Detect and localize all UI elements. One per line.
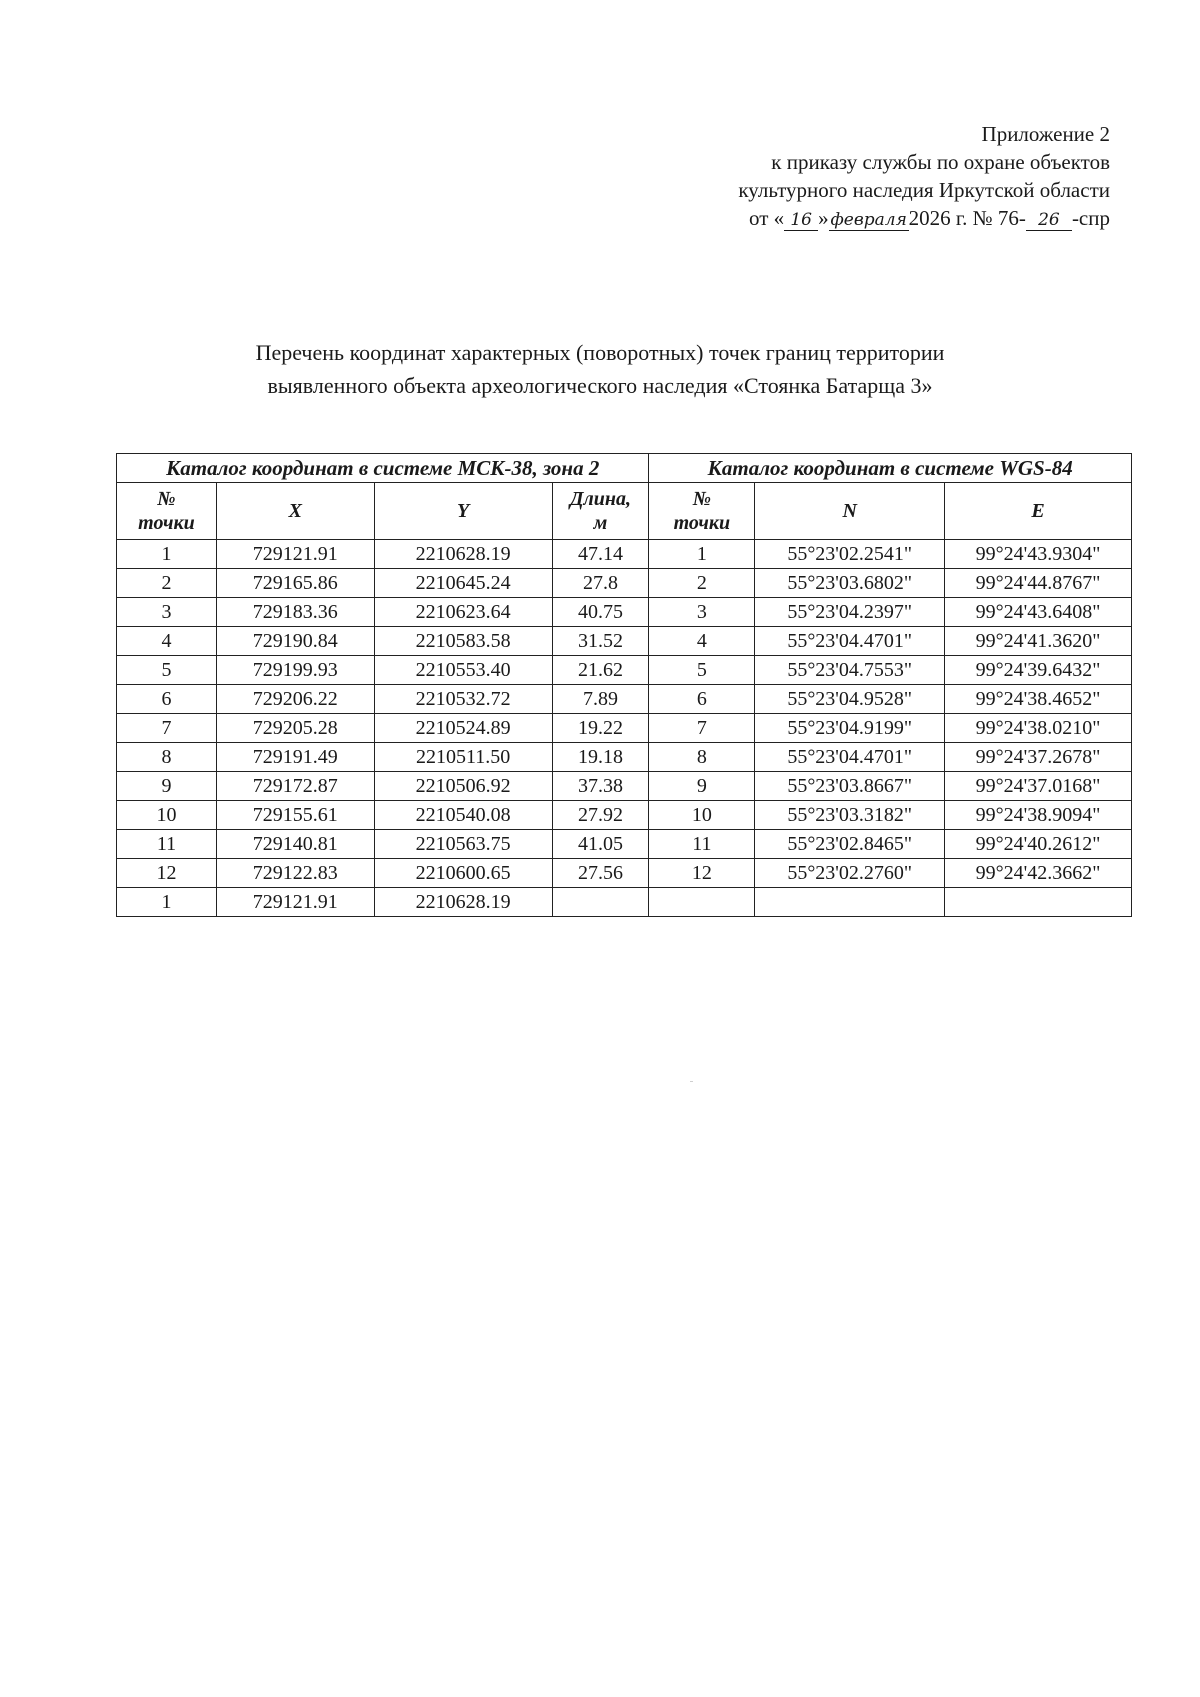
- latitude-cell: 55°23'03.3182": [755, 801, 945, 830]
- latitude-cell: 55°23'04.7553": [755, 656, 945, 685]
- handwritten-order-number: 26: [1026, 210, 1072, 231]
- point-number-cell: 11: [117, 830, 217, 859]
- length-cell: 31.52: [552, 627, 649, 656]
- length-cell: 21.62: [552, 656, 649, 685]
- x-cell: 729206.22: [216, 685, 374, 714]
- x-cell: 729191.49: [216, 743, 374, 772]
- x-cell: 729172.87: [216, 772, 374, 801]
- title-line-1: Перечень координат характерных (поворотных) точек границ территории: [255, 340, 945, 365]
- latitude-cell: [755, 888, 945, 917]
- x-cell: 729190.84: [216, 627, 374, 656]
- date-prefix: от «: [749, 206, 785, 230]
- length-cell: 40.75: [552, 598, 649, 627]
- point-number-cell: 4: [117, 627, 217, 656]
- latitude-cell: 55°23'02.2760": [755, 859, 945, 888]
- y-cell: 2210645.24: [374, 569, 552, 598]
- x-cell: 729121.91: [216, 888, 374, 917]
- longitude-cell: 99°24'39.6432": [945, 656, 1132, 685]
- appendix-header: [550, 120, 1110, 232]
- point-number-cell: 5: [117, 656, 217, 685]
- table-row: [117, 569, 1132, 598]
- point-number-cell: 9: [117, 772, 217, 801]
- latitude-cell: 55°23'03.6802": [755, 569, 945, 598]
- wgs-point-number-cell: [649, 888, 755, 917]
- length-cell: 41.05: [552, 830, 649, 859]
- x-cell: 729140.81: [216, 830, 374, 859]
- wgs-point-number-cell: 10: [649, 801, 755, 830]
- x-cell: 729122.83: [216, 859, 374, 888]
- wgs-catalog-caption: Каталог координат в системе WGS-84: [649, 454, 1132, 483]
- point-number-cell: 6: [117, 685, 217, 714]
- latitude-header: N: [755, 483, 945, 540]
- table-row: [117, 685, 1132, 714]
- point-number-cell: 1: [117, 888, 217, 917]
- wgs-point-number-cell: 2: [649, 569, 755, 598]
- point-number-cell: 3: [117, 598, 217, 627]
- table-row: [117, 772, 1132, 801]
- point-number-cell: 8: [117, 743, 217, 772]
- y-cell: 2210563.75: [374, 830, 552, 859]
- longitude-cell: 99°24'37.0168": [945, 772, 1132, 801]
- latitude-cell: 55°23'04.4701": [755, 627, 945, 656]
- y-cell: 2210628.19: [374, 540, 552, 569]
- longitude-cell: 99°24'38.9094": [945, 801, 1132, 830]
- longitude-cell: 99°24'37.2678": [945, 743, 1132, 772]
- point-number-cell: 7: [117, 714, 217, 743]
- length-cell: [552, 888, 649, 917]
- longitude-cell: 99°24'42.3662": [945, 859, 1132, 888]
- table-row: [117, 627, 1132, 656]
- length-cell: 37.38: [552, 772, 649, 801]
- table-row: [117, 830, 1132, 859]
- latitude-cell: 55°23'02.2541": [755, 540, 945, 569]
- y-cell: 2210583.58: [374, 627, 552, 656]
- title-line-2: выявленного объекта археологического наследия «Стоянка Батарща 3»: [267, 373, 933, 398]
- y-cell: 2210623.64: [374, 598, 552, 627]
- y-cell: 2210540.08: [374, 801, 552, 830]
- length-header: Длина, м: [552, 483, 649, 540]
- x-cell: 729155.61: [216, 801, 374, 830]
- order-suffix: -спр: [1071, 206, 1110, 230]
- coordinate-rows: [117, 540, 1132, 917]
- order-date-line: [550, 204, 1110, 232]
- longitude-cell: 99°24'44.8767": [945, 569, 1132, 598]
- wgs-point-number-cell: 12: [649, 859, 755, 888]
- wgs-point-number-cell: 9: [649, 772, 755, 801]
- table-row: [117, 859, 1132, 888]
- coordinates-table: [116, 453, 1132, 917]
- latitude-cell: 55°23'04.2397": [755, 598, 945, 627]
- longitude-header: E: [945, 483, 1132, 540]
- wgs-point-number-cell: 7: [649, 714, 755, 743]
- y-cell: 2210600.65: [374, 859, 552, 888]
- scan-speck: [690, 1081, 693, 1082]
- wgs-point-number-header: № точки: [649, 483, 755, 540]
- wgs-point-number-cell: 6: [649, 685, 755, 714]
- length-cell: 27.56: [552, 859, 649, 888]
- wgs-point-number-cell: 3: [649, 598, 755, 627]
- table-row: [117, 743, 1132, 772]
- table-row: [117, 540, 1132, 569]
- longitude-cell: 99°24'43.6408": [945, 598, 1132, 627]
- x-cell: 729121.91: [216, 540, 374, 569]
- y-cell: 2210506.92: [374, 772, 552, 801]
- length-cell: 19.22: [552, 714, 649, 743]
- msk-catalog-caption: Каталог координат в системе МСК-38, зона 2: [117, 454, 649, 483]
- latitude-cell: 55°23'04.9199": [755, 714, 945, 743]
- table-row: [117, 888, 1132, 917]
- longitude-cell: 99°24'38.4652": [945, 685, 1132, 714]
- table-row: [117, 598, 1132, 627]
- handwritten-month: февраля: [830, 210, 907, 230]
- length-cell: 19.18: [552, 743, 649, 772]
- point-number-header: № точки: [117, 483, 217, 540]
- x-header: X: [216, 483, 374, 540]
- y-cell: 2210553.40: [374, 656, 552, 685]
- longitude-cell: 99°24'38.0210": [945, 714, 1132, 743]
- date-quote-close: »: [818, 206, 829, 230]
- longitude-cell: [945, 888, 1132, 917]
- x-cell: 729165.86: [216, 569, 374, 598]
- handwritten-day: 16: [784, 210, 818, 231]
- order-reference: к приказу службы по охране объектов: [771, 150, 1110, 174]
- appendix-label: Приложение 2: [981, 122, 1110, 146]
- y-cell: 2210628.19: [374, 888, 552, 917]
- length-cell: 47.14: [552, 540, 649, 569]
- point-number-cell: 12: [117, 859, 217, 888]
- table-row: [117, 801, 1132, 830]
- longitude-cell: 99°24'40.2612": [945, 830, 1132, 859]
- length-cell: 27.92: [552, 801, 649, 830]
- document-title: [140, 336, 1060, 402]
- wgs-point-number-cell: 8: [649, 743, 755, 772]
- point-number-cell: 1: [117, 540, 217, 569]
- longitude-cell: 99°24'41.3620": [945, 627, 1132, 656]
- point-number-cell: 2: [117, 569, 217, 598]
- date-year: 2026 г. № 76-: [908, 206, 1026, 230]
- point-number-cell: 10: [117, 801, 217, 830]
- latitude-cell: 55°23'04.4701": [755, 743, 945, 772]
- y-header: Y: [374, 483, 552, 540]
- table-row: [117, 714, 1132, 743]
- latitude-cell: 55°23'04.9528": [755, 685, 945, 714]
- y-cell: 2210511.50: [374, 743, 552, 772]
- length-cell: 7.89: [552, 685, 649, 714]
- x-cell: 729199.93: [216, 656, 374, 685]
- wgs-point-number-cell: 4: [649, 627, 755, 656]
- wgs-point-number-cell: 1: [649, 540, 755, 569]
- wgs-point-number-cell: 5: [649, 656, 755, 685]
- table-row: [117, 656, 1132, 685]
- longitude-cell: 99°24'43.9304": [945, 540, 1132, 569]
- length-cell: 27.8: [552, 569, 649, 598]
- y-cell: 2210524.89: [374, 714, 552, 743]
- latitude-cell: 55°23'03.8667": [755, 772, 945, 801]
- y-cell: 2210532.72: [374, 685, 552, 714]
- latitude-cell: 55°23'02.8465": [755, 830, 945, 859]
- x-cell: 729205.28: [216, 714, 374, 743]
- wgs-point-number-cell: 11: [649, 830, 755, 859]
- issuing-authority: культурного наследия Иркутской области: [738, 178, 1110, 202]
- x-cell: 729183.36: [216, 598, 374, 627]
